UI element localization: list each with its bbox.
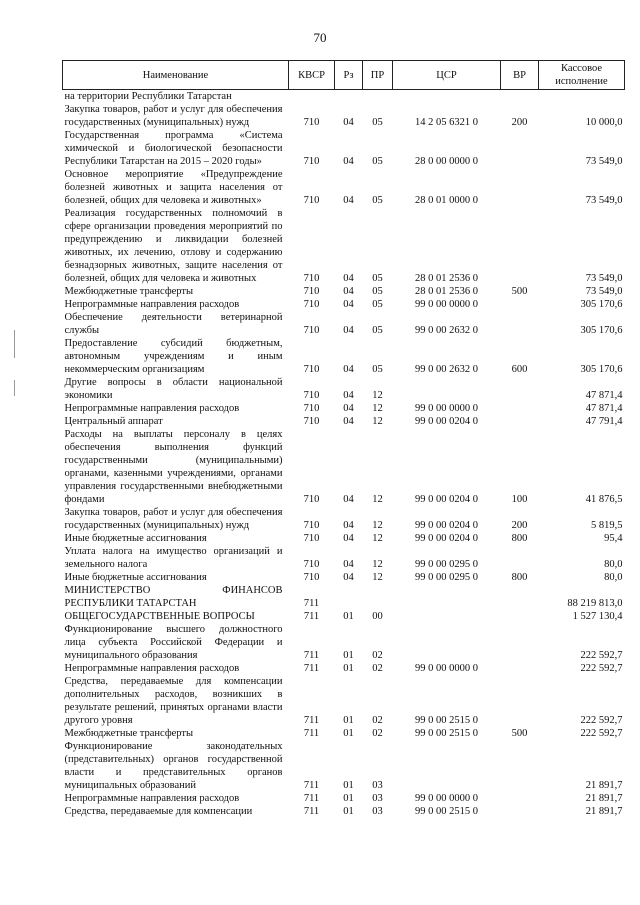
cell-kvsr: 710 — [303, 156, 320, 167]
cell-rz — [335, 584, 363, 610]
cell-csr: 99 0 00 2515 0 — [415, 715, 478, 726]
cell-amount: 222 592,7 — [580, 650, 623, 661]
cell-vr: 200 — [511, 117, 528, 128]
cell-name: Функционирование высшего должностного лица субъекта Российской Федерации и муниципального образования — [64, 624, 283, 661]
cell-kvsr: 710 — [303, 559, 320, 570]
cell-rz: 01 — [343, 611, 354, 622]
cell-name: Непрограммные направления расходов — [64, 663, 240, 674]
scan-margin-mark — [14, 330, 15, 358]
table-row — [63, 168, 625, 207]
cell-amount: 222 592,7 — [580, 663, 623, 674]
cell-amount: 80,0 — [604, 559, 623, 570]
cell-amount: 21 891,7 — [585, 793, 623, 804]
cell-csr: 99 0 00 0000 0 — [415, 403, 478, 414]
cell-name: Предоставление субсидий бюджетным, автономным учреждениям и иным некоммерческим организациям — [64, 338, 283, 375]
cell-pr: 02 — [372, 663, 383, 674]
cell-kvsr: 710 — [303, 403, 320, 414]
page-number: 70 — [313, 30, 327, 45]
table-row — [63, 207, 625, 285]
header-name: Наименование — [63, 61, 289, 90]
cell-rz: 04 — [343, 403, 354, 414]
cell-csr: 99 0 00 0000 0 — [415, 793, 478, 804]
cell-vr — [501, 623, 539, 662]
cell-name: Непрограммные направления расходов — [64, 403, 240, 414]
table-header — [63, 61, 625, 90]
table-row — [63, 402, 625, 415]
cell-name: Иные бюджетные ассигнования — [64, 533, 207, 544]
cell-kvsr: 711 — [303, 806, 320, 817]
table-row — [63, 285, 625, 298]
cell-rz: 01 — [343, 650, 354, 661]
cell-vr: 600 — [511, 364, 528, 375]
cell-pr: 02 — [372, 728, 383, 739]
cell-vr — [501, 610, 539, 623]
cell-amount: 47 791,4 — [585, 416, 623, 427]
cell-amount: 222 592,7 — [580, 728, 623, 739]
cell-pr: 12 — [372, 533, 383, 544]
header-rz: Рз — [335, 61, 363, 90]
cell-pr: 05 — [372, 325, 383, 336]
table-row — [63, 623, 625, 662]
cell-pr: 12 — [372, 559, 383, 570]
cell-kvsr: 710 — [303, 325, 320, 336]
cell-name: Другие вопросы в области национальной экономики — [64, 377, 283, 401]
cell-amount: 10 000,0 — [585, 117, 623, 128]
table-row — [63, 415, 625, 428]
cell-name: Непрограммные направления расходов — [64, 299, 240, 310]
cell-name: Средства, передаваемые для компенсации — [64, 806, 253, 817]
table-row — [63, 740, 625, 792]
cell-csr: 99 0 00 0000 0 — [415, 663, 478, 674]
cell-vr — [501, 311, 539, 337]
cell-rz: 01 — [343, 806, 354, 817]
cell-kvsr: 711 — [303, 793, 320, 804]
table-row — [63, 506, 625, 532]
cell-rz: 04 — [343, 299, 354, 310]
cell-amount: 21 891,7 — [585, 806, 623, 817]
cell-pr — [363, 584, 393, 610]
table-row — [63, 727, 625, 740]
scan-margin-mark — [14, 380, 15, 396]
header-amount: Кассовое исполнение — [539, 61, 625, 90]
cell-rz: 04 — [343, 156, 354, 167]
cell-kvsr: 711 — [303, 728, 320, 739]
cell-kvsr — [289, 90, 335, 104]
table-row — [63, 675, 625, 727]
cell-rz: 01 — [343, 663, 354, 674]
cell-csr: 28 0 01 0000 0 — [415, 195, 478, 206]
cell-csr: 99 0 00 2515 0 — [415, 806, 478, 817]
cell-pr: 03 — [372, 793, 383, 804]
cell-name: Государственная программа «Система химической и биологической безопасности Республики Татарстан на 2015 – 2020 годы» — [64, 130, 283, 167]
cell-pr: 05 — [372, 273, 383, 284]
cell-kvsr: 710 — [303, 572, 320, 583]
cell-csr: 99 0 00 0295 0 — [415, 559, 478, 570]
cell-csr: 14 2 05 6321 0 — [415, 117, 478, 128]
cell-csr: 99 0 00 0204 0 — [415, 520, 478, 531]
cell-kvsr: 710 — [303, 286, 320, 297]
cell-kvsr: 711 — [303, 611, 320, 622]
table-row — [63, 584, 625, 610]
table-row — [63, 337, 625, 376]
cell-name: Закупка товаров, работ и услуг для обеспечения государственных (муниципальных) нужд — [64, 507, 283, 531]
cell-csr: 99 0 00 0204 0 — [415, 533, 478, 544]
cell-csr: 99 0 00 2632 0 — [415, 364, 478, 375]
cell-pr: 05 — [372, 117, 383, 128]
table-row — [63, 545, 625, 571]
table-row — [63, 532, 625, 545]
table-body — [63, 90, 625, 819]
cell-amount: 305 170,6 — [580, 325, 623, 336]
cell-name: Функционирование законодательных (представительных) органов государственной власти и представительных органов муниципальных образований — [64, 741, 283, 791]
cell-csr — [393, 90, 501, 104]
table-row — [63, 662, 625, 675]
table-row — [63, 129, 625, 168]
cell-amount: 73 549,0 — [585, 195, 623, 206]
cell-vr — [501, 792, 539, 805]
header-kvsr: КВСР — [289, 61, 335, 90]
cell-amount — [539, 90, 625, 104]
cell-pr: 02 — [372, 715, 383, 726]
cell-amount: 80,0 — [604, 572, 623, 583]
cell-amount: 73 549,0 — [585, 286, 623, 297]
cell-rz: 04 — [343, 273, 354, 284]
cell-pr — [363, 90, 393, 104]
cell-amount: 5 819,5 — [591, 520, 623, 531]
cell-kvsr: 710 — [303, 273, 320, 284]
cell-rz: 04 — [343, 520, 354, 531]
cell-rz: 04 — [343, 364, 354, 375]
cell-kvsr: 711 — [303, 598, 320, 609]
cell-rz: 04 — [343, 572, 354, 583]
header-pr: ПР — [363, 61, 393, 90]
cell-kvsr: 710 — [303, 195, 320, 206]
cell-vr: 800 — [511, 572, 528, 583]
cell-vr: 500 — [511, 728, 528, 739]
cell-name: Закупка товаров, работ и услуг для обеспечения государственных (муниципальных) нужд — [64, 104, 283, 128]
cell-vr: 100 — [511, 494, 528, 505]
cell-kvsr: 710 — [303, 533, 320, 544]
cell-kvsr: 710 — [303, 520, 320, 531]
cell-vr — [501, 168, 539, 207]
cell-rz: 04 — [343, 195, 354, 206]
cell-vr — [501, 402, 539, 415]
cell-pr: 12 — [372, 403, 383, 414]
cell-amount: 88 219 813,0 — [567, 598, 623, 609]
cell-vr — [501, 90, 539, 104]
table-row — [63, 571, 625, 584]
cell-amount: 41 876,5 — [585, 494, 623, 505]
cell-csr: 99 0 00 2632 0 — [415, 325, 478, 336]
cell-name: МИНИСТЕРСТВО ФИНАНСОВ РЕСПУБЛИКИ ТАТАРСТАН — [64, 585, 283, 609]
cell-kvsr: 710 — [303, 117, 320, 128]
cell-csr — [393, 623, 501, 662]
table-row — [63, 311, 625, 337]
cell-rz — [335, 90, 363, 104]
cell-amount: 21 891,7 — [585, 780, 623, 791]
cell-amount: 1 527 130,4 — [572, 611, 623, 622]
cell-csr — [393, 740, 501, 792]
cell-csr — [393, 584, 501, 610]
cell-pr: 05 — [372, 195, 383, 206]
table-row — [63, 90, 625, 104]
cell-kvsr: 711 — [303, 663, 320, 674]
table-row — [63, 298, 625, 311]
cell-name: Уплата налога на имущество организаций и земельного налога — [64, 546, 283, 570]
cell-csr: 28 0 01 2536 0 — [415, 286, 478, 297]
cell-csr: 99 0 00 2515 0 — [415, 728, 478, 739]
cell-pr: 12 — [372, 520, 383, 531]
cell-vr — [501, 129, 539, 168]
cell-pr: 12 — [372, 416, 383, 427]
cell-pr: 02 — [372, 650, 383, 661]
cell-kvsr: 711 — [303, 780, 320, 791]
cell-name: на территории Республики Татарстан — [64, 91, 232, 102]
cell-pr: 12 — [372, 572, 383, 583]
cell-kvsr: 710 — [303, 299, 320, 310]
cell-kvsr: 710 — [303, 494, 320, 505]
table-row — [63, 610, 625, 623]
budget-table-container — [62, 60, 624, 818]
cell-pr: 12 — [372, 494, 383, 505]
cell-vr — [501, 805, 539, 818]
cell-csr: 99 0 00 0204 0 — [415, 494, 478, 505]
cell-name: Межбюджетные трансферты — [64, 728, 194, 739]
cell-pr: 00 — [372, 611, 383, 622]
cell-vr: 800 — [511, 533, 528, 544]
cell-rz: 01 — [343, 728, 354, 739]
cell-csr: 99 0 00 0000 0 — [415, 299, 478, 310]
cell-kvsr: 710 — [303, 416, 320, 427]
cell-vr — [501, 415, 539, 428]
cell-name: Средства, передаваемые для компенсации дополнительных расходов, возникших в результате решений, принятых органами власти другого уровня — [64, 676, 283, 726]
cell-pr: 05 — [372, 156, 383, 167]
cell-name: Центральный аппарат — [64, 416, 163, 427]
cell-rz: 04 — [343, 286, 354, 297]
cell-vr — [501, 740, 539, 792]
cell-name: Обеспечение деятельности ветеринарной службы — [64, 312, 283, 336]
cell-name: Межбюджетные трансферты — [64, 286, 194, 297]
cell-rz: 04 — [343, 494, 354, 505]
cell-vr — [501, 584, 539, 610]
cell-pr: 05 — [372, 286, 383, 297]
table-row — [63, 805, 625, 818]
cell-kvsr: 710 — [303, 364, 320, 375]
cell-vr — [501, 207, 539, 285]
cell-kvsr: 711 — [303, 715, 320, 726]
cell-rz: 04 — [343, 390, 354, 401]
cell-vr: 500 — [511, 286, 528, 297]
cell-rz: 04 — [343, 533, 354, 544]
cell-name: Непрограммные направления расходов — [64, 793, 240, 804]
cell-rz: 01 — [343, 715, 354, 726]
cell-csr: 99 0 00 0204 0 — [415, 416, 478, 427]
cell-amount: 305 170,6 — [580, 364, 623, 375]
cell-amount: 47 871,4 — [585, 390, 623, 401]
cell-amount: 47 871,4 — [585, 403, 623, 414]
cell-vr — [501, 675, 539, 727]
cell-pr: 03 — [372, 806, 383, 817]
cell-rz: 01 — [343, 793, 354, 804]
cell-csr: 99 0 00 0295 0 — [415, 572, 478, 583]
cell-kvsr: 710 — [303, 390, 320, 401]
cell-rz: 01 — [343, 780, 354, 791]
cell-csr — [393, 610, 501, 623]
cell-csr: 28 0 01 2536 0 — [415, 273, 478, 284]
header-vr: ВР — [501, 61, 539, 90]
cell-amount: 222 592,7 — [580, 715, 623, 726]
cell-vr — [501, 545, 539, 571]
cell-vr — [501, 298, 539, 311]
cell-rz: 04 — [343, 117, 354, 128]
cell-amount: 73 549,0 — [585, 273, 623, 284]
cell-name: Реализация государственных полномочий в сфере организации проведения мероприятий по предупреждению и ликвидации болезней животных, их лечению, отлову и содержанию безнадзорных животных, защите населения от болезней, общих для человека и животных — [64, 208, 283, 284]
table-row — [63, 376, 625, 402]
cell-vr — [501, 376, 539, 402]
cell-kvsr: 711 — [303, 650, 320, 661]
cell-csr: 28 0 00 0000 0 — [415, 156, 478, 167]
cell-name: Основное мероприятие «Предупреждение болезней животных и защита населения от болезней, общих для человека и животных» — [64, 169, 283, 206]
budget-execution-table — [62, 60, 625, 818]
cell-amount: 305 170,6 — [580, 299, 623, 310]
cell-amount: 73 549,0 — [585, 156, 623, 167]
header-csr: ЦСР — [393, 61, 501, 90]
cell-rz: 04 — [343, 559, 354, 570]
cell-vr: 200 — [511, 520, 528, 531]
cell-rz: 04 — [343, 325, 354, 336]
cell-vr — [501, 662, 539, 675]
cell-amount: 95,4 — [604, 533, 623, 544]
cell-pr: 05 — [372, 364, 383, 375]
table-row — [63, 428, 625, 506]
cell-rz: 04 — [343, 416, 354, 427]
cell-pr: 03 — [372, 780, 383, 791]
cell-pr: 12 — [372, 390, 383, 401]
table-row — [63, 103, 625, 129]
cell-name: Иные бюджетные ассигнования — [64, 572, 207, 583]
cell-pr: 05 — [372, 299, 383, 310]
cell-csr — [393, 376, 501, 402]
cell-name: ОБЩЕГОСУДАРСТВЕННЫЕ ВОПРОСЫ — [64, 611, 255, 622]
table-row — [63, 792, 625, 805]
cell-name: Расходы на выплаты персоналу в целях обеспечения выполнения функций государственными (муниципальными) органами, казенными учреждениями, органами управления государственными внебюджетными фондами — [64, 429, 283, 505]
